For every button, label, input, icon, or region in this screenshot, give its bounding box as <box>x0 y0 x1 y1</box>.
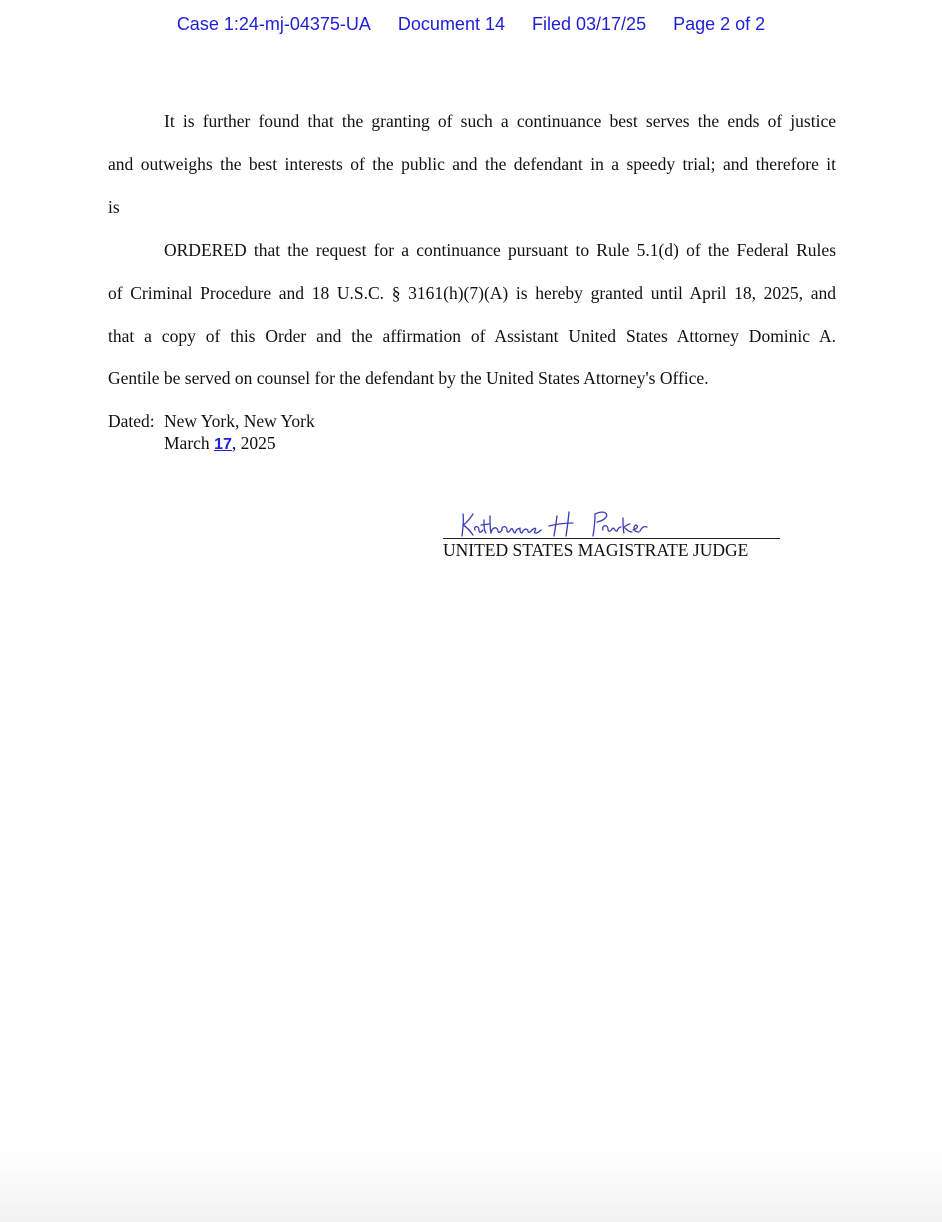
paragraph-line: ORDERED that the request for a continuance pursuant to Rule 5.1(d) of the Federal Rules <box>164 240 836 260</box>
dated-date <box>164 432 276 456</box>
case-header <box>0 14 942 35</box>
date-day[interactable]: 17 <box>214 436 232 453</box>
handwritten-signature <box>457 500 667 540</box>
paragraph-line: Gentile be served on counsel for the defendant by the United States Attorney's Office. <box>108 368 709 388</box>
paragraph-line: that a copy of this Order and the affirmation of Assistant United States Attorney Dominic A. <box>108 326 836 346</box>
paragraph-line: is <box>108 197 120 217</box>
page-number: Page 2 of 2 <box>673 14 766 34</box>
paragraph-line: It is further found that the granting of such a continuance best serves the ends of justice <box>164 111 836 131</box>
paragraph-line: of Criminal Procedure and 18 U.S.C. § 3161(h)(7)(A) is hereby granted until April 18, 2025, and <box>108 283 836 303</box>
date-year: , 2025 <box>231 433 276 453</box>
paragraph-line: and outweighs the best interests of the public and the defendant in a speedy trial; and therefore it <box>108 154 836 174</box>
document-number: Document 14 <box>397 14 505 34</box>
signature-block <box>443 496 780 566</box>
case-number: Case 1:24-mj-04375-UA <box>176 14 371 34</box>
judge-title: UNITED STATES MAGISTRATE JUDGE <box>443 540 749 560</box>
dated-label: Dated: <box>108 411 155 431</box>
filed-date: Filed 03/17/25 <box>532 14 647 34</box>
date-month: March <box>164 433 215 453</box>
dated-location: New York, New York <box>164 411 315 431</box>
